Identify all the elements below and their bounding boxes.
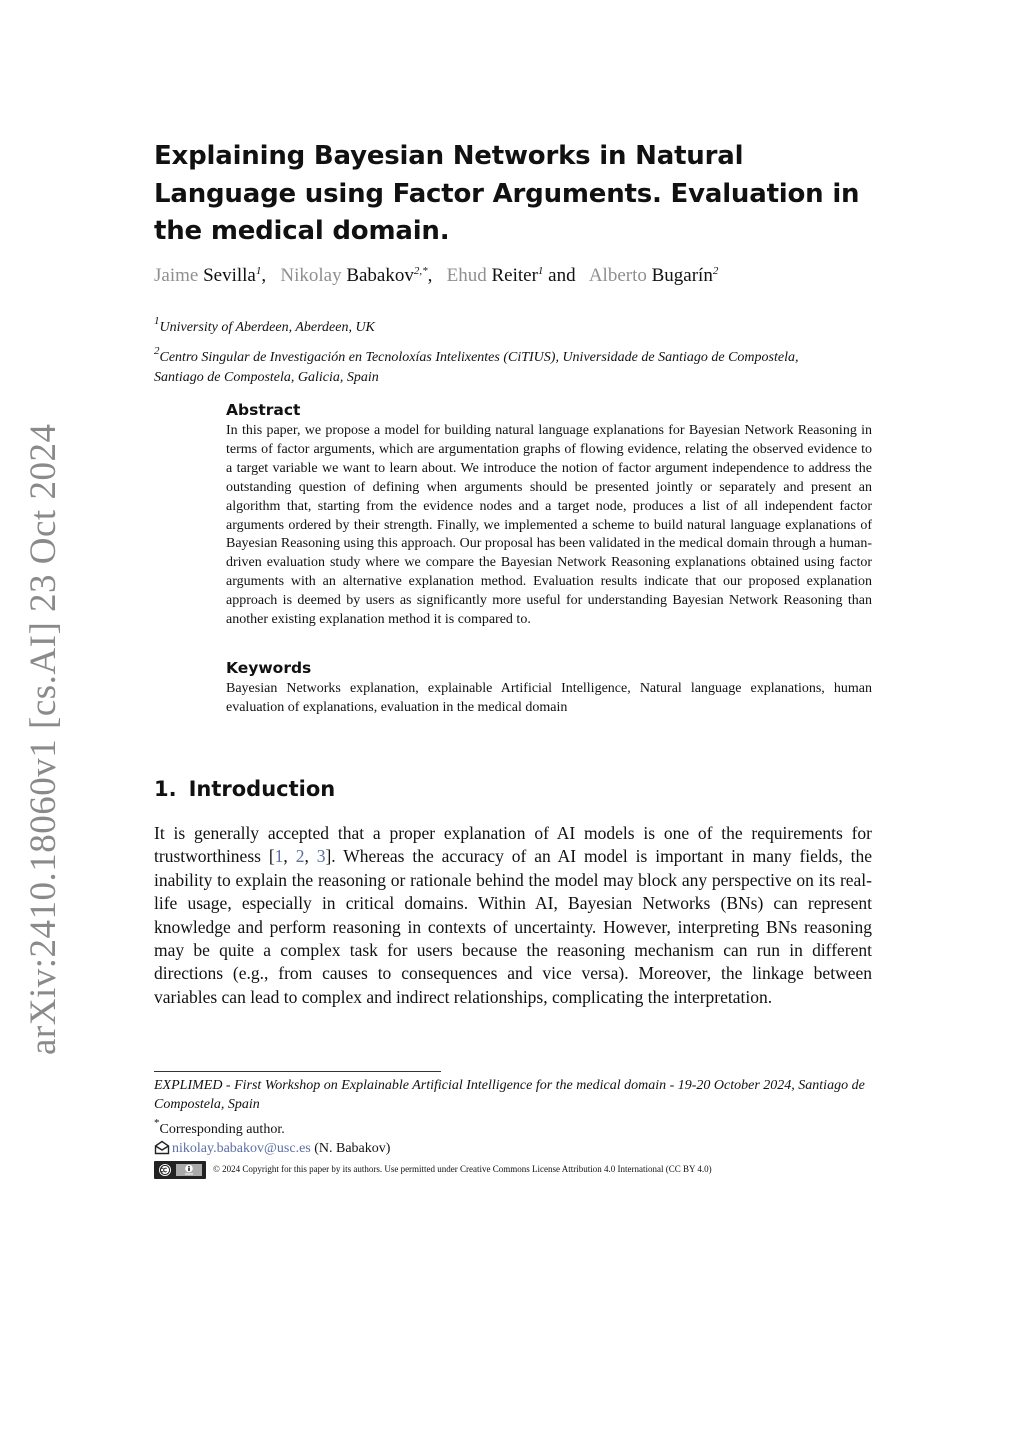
section-title: Introduction [188, 777, 336, 801]
author-affiliation-mark: 1 [255, 265, 262, 277]
affiliation-mark: 1 [154, 315, 160, 327]
paragraph-text: It is generally accepted that a proper explanation of AI models is one of the requirements for trustworthiness [ [154, 823, 872, 867]
affiliations [154, 311, 874, 388]
affiliation-text: Centro Singular de Investigación en Tecnoloxías Intelixentes (CiTIUS), Universidade de Santiago de Compostela, [159, 350, 799, 365]
footnote-mark: * [154, 1117, 160, 1129]
email-link[interactable]: nikolay.babakov@usc.es [172, 1141, 311, 1156]
keywords-text: Bayesian Networks explanation, explainable Artificial Intelligence, Natural language explanations, human evaluation of explanations, evaluation in the medical domain [226, 681, 872, 715]
citation-link[interactable]: 2 [295, 846, 305, 867]
affiliation-text: University of Aberdeen, Aberdeen, UK [159, 320, 375, 335]
author [280, 265, 442, 286]
section-number: 1. [154, 777, 177, 801]
email-owner: (N. Babakov) [314, 1141, 391, 1156]
author-affiliation-mark: 2 [712, 265, 719, 277]
introduction-paragraph: It is generally accepted that a proper explanation of AI models is one of the requirements for trustworthiness [1, 2, 3]. Whereas the accuracy of an AI model is important in many fields, the inability to explain the reasoning or rationale behind the model may block any perspective on its real-life usage, especially in critical domains. Within AI, Bayesian Networks (BNs) can represent knowledge and perform reasoning in contexts of uncertainty. However, interpreting BNs reasoning may be quite a complex task for users because the reasoning mechanism can run in different directions (e.g., from causes to consequences and vice versa). Moreover, the linkage between variables can lead to complex and indirect relationships, complicating the interpretation. [154, 823, 872, 1007]
author-family-name: Bugarín [651, 265, 713, 286]
footnote-divider [154, 1071, 441, 1072]
citation-link[interactable]: 3 [316, 846, 326, 867]
keywords-section [226, 659, 872, 718]
author-family-name: Reiter [491, 265, 538, 286]
affiliation-1 [154, 311, 874, 338]
affiliation-2 [154, 341, 874, 368]
author-given-name: Ehud [446, 265, 487, 286]
cc-by-license-icon [154, 1161, 206, 1179]
arxiv-identifier-stamp: arXiv:2410.18060v1 [cs.AI] 23 Oct 2024 [23, 423, 64, 1055]
abstract-heading: Abstract [226, 401, 301, 419]
workshop-footnote: EXPLIMED - First Workshop on Explainable Artificial Intelligence for the medical domain - 19-20 October 2024, Santiago de Compostela, Spain [154, 1078, 865, 1112]
affiliation-2-continued: Santiago de Compostela, Galicia, Spain [154, 370, 379, 385]
author-given-name: Nikolay [280, 265, 342, 286]
author-separator: , [261, 265, 276, 286]
author-affiliation-mark: 2,* [413, 265, 428, 277]
author-affiliation-mark: 1 [537, 265, 544, 277]
citation-link[interactable]: 1 [274, 846, 284, 867]
abstract-text: In this paper, we propose a model for building natural language explanations for Bayesian Network Reasoning in terms of factor arguments, which are argumentation graphs of flowing evidence, relating the observed evidence to a target variable we want to learn about. We introduce the notion of factor argument independence to address the outstanding question of defining when arguments should be presented jointly or separately and present an algorithm that, starting from the evidence nodes and a target node, produces a list of all independent factor arguments ordered by their strength. Finally, we implemented a scheme to build natural language explanations of Bayesian Reasoning using this approach. Our proposal has been validated in the medical domain through a human-driven evaluation study where we compare the Bayesian Network Reasoning explanations obtained using factor arguments with an alternative explanation method. Evaluation results indicate that our proposed explanation approach is deemed by users as significantly more useful for understanding Bayesian Network Reasoning than another existing explanation method it is compared to. [226, 423, 872, 628]
email-footnote [154, 1139, 874, 1158]
author-family-name: Sevilla [203, 265, 256, 286]
license-row [154, 1160, 874, 1179]
author-given-name: Jaime [154, 265, 199, 286]
corresponding-footnote [154, 1114, 874, 1139]
author-given-name: Alberto [588, 265, 647, 286]
keywords-heading: Keywords [226, 659, 312, 677]
paper-title: Explaining Bayesian Networks in Natural Language using Factor Arguments. Evaluation in the medical domain. [154, 141, 860, 246]
envelope-icon [154, 1140, 170, 1155]
author-separator: , [427, 265, 442, 286]
author [447, 265, 585, 286]
license-text: © 2024 Copyright for this paper by its authors. Use permitted under Creative Commons License Attribution 4.0 International (CC BY 4.0) [213, 1164, 712, 1174]
author-list [154, 265, 874, 287]
author [589, 265, 719, 286]
affiliation-mark: 2 [154, 345, 160, 357]
footnote-text: Corresponding author. [159, 1122, 285, 1137]
footnotes [154, 1076, 874, 1179]
author-family-name: Babakov [346, 265, 414, 286]
abstract-section [226, 401, 872, 630]
introduction-heading [154, 777, 335, 801]
paragraph-text: ]. Whereas the accuracy of an AI model is important in many fields, the inability to explain the reasoning or rationale behind the model may block any perspective on its real-life usage, especially in critical domains. Within AI, Bayesian Networks (BNs) can represent knowledge and perform reasoning in contexts of uncertainty. However, interpreting BNs reasoning may be quite a complex task for users because the reasoning mechanism can run in different directions (e.g., from causes to consequences and vice versa). Moreover, the linkage between variables can lead to complex and indirect relationships, complicating the interpretation. [154, 846, 872, 1007]
author-separator: and [543, 265, 586, 286]
author [154, 265, 276, 286]
